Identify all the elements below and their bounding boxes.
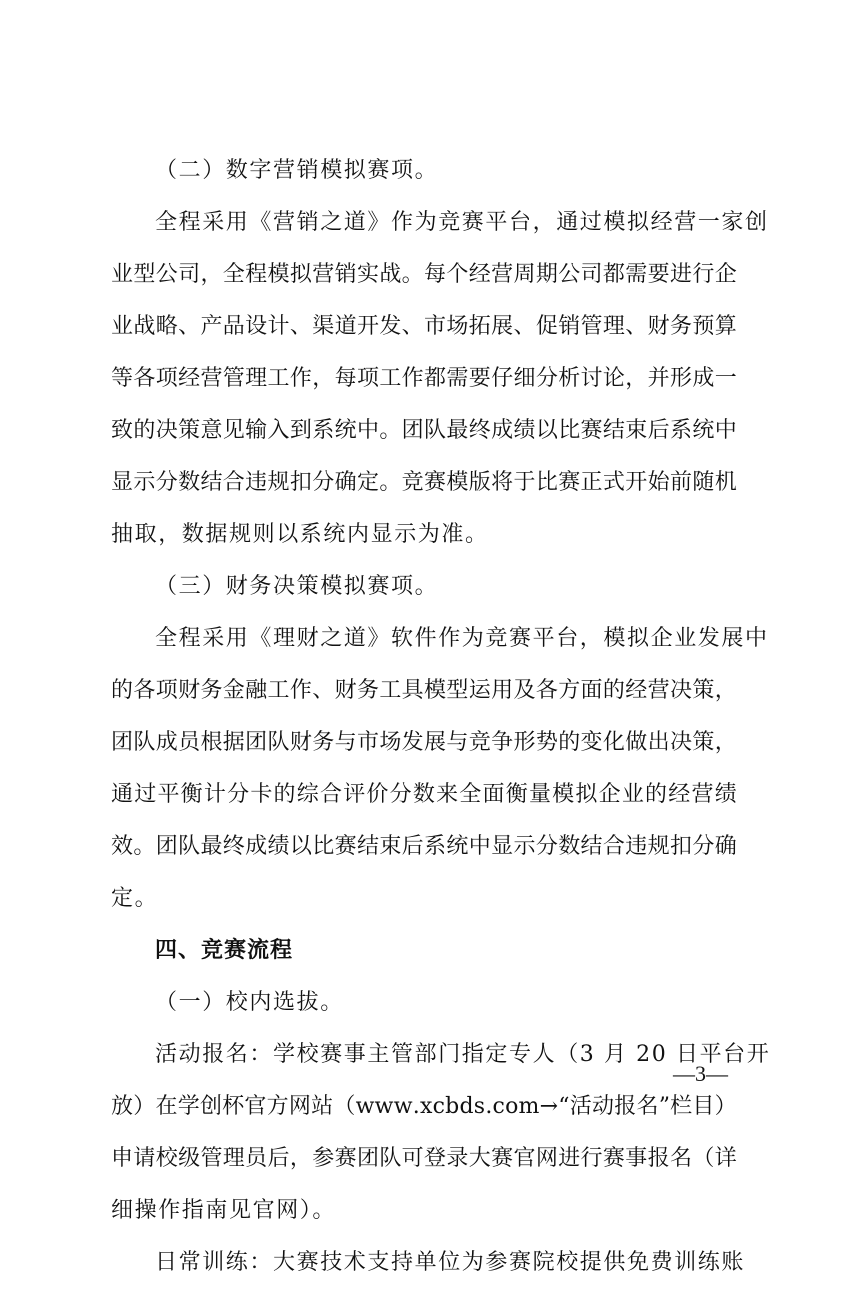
paragraph-line: 放 ） 在 学 创 杯 官 方 网 站 （ w w w . x c b d s . c o m → “ 活 动 报 名 ” 栏 目 ） xyxy=(111,1094,737,1119)
paragraph-line: 申 请 校 级 管 理 员 后 ， 参 赛 团 队 可 登 录 大 赛 官 网 进 行 赛 事 报 名 （ 详 xyxy=(111,1146,737,1171)
chapter-4-heading: 四、竞赛流程 xyxy=(155,938,294,963)
paragraph-line: 致 的 决 策 意 见 输 入 到 系 统 中 。 团 队 最 终 成 绩 以 比 赛 结 束 后 系 统 中 xyxy=(111,418,737,443)
section-2-heading: （二）数字营销模拟赛项。 xyxy=(155,158,439,183)
section-3-heading: （三）财务决策模拟赛项。 xyxy=(155,574,439,599)
paragraph-line: 活动报名：学校赛事主管部门指定专人（3 月 20 日平台开 xyxy=(155,1042,771,1067)
paragraph-line: 效 。 团 队 最 终 成 绩 以 比 赛 结 束 后 系 统 中 显 示 分 数 结 合 违 规 扣 分 确 xyxy=(111,834,737,859)
subsection-1-heading: （一）校内选拔。 xyxy=(155,990,344,1015)
paragraph-line: 的 各 项 财 务 金 融 工 作 、 财 务 工 具 模 型 运 用 及 各 方 面 的 经 营 决 策 ， xyxy=(111,678,737,703)
paragraph-line: 显 示 分 数 结 合 违 规 扣 分 确 定 。 竞 赛 模 版 将 于 比 赛 正 式 开 始 前 随 机 xyxy=(111,470,737,495)
paragraph-line: 通 过 平 衡 计 分 卡 的 综 合 评 价 分 数 来 全 面 衡 量 模 拟 企 业 的 经 营 绩 xyxy=(111,782,737,807)
page-number: —3— xyxy=(673,1061,728,1086)
paragraph-line: 业 型 公 司 ， 全 程 模 拟 营 销 实 战 。 每 个 经 营 周 期 公 司 都 需 要 进 行 企 xyxy=(111,262,737,287)
paragraph-line: 团 队 成 员 根 据 团 队 财 务 与 市 场 发 展 与 竞 争 形 势 的 变 化 做 出 决 策 ， xyxy=(111,730,737,755)
paragraph-line: 等 各 项 经 营 管 理 工 作 ， 每 项 工 作 都 需 要 仔 细 分 析 讨 论 ， 并 形 成 一 xyxy=(111,366,737,391)
document-body xyxy=(111,145,771,1289)
paragraph-line: 日常训练：大赛技术支持单位为参赛院校提供免费训练账 xyxy=(155,1250,746,1275)
paragraph-line: 全程采用《营销之道》作为竞赛平台，通过模拟经营一家创 xyxy=(155,210,769,235)
paragraph-line: 业 战 略 、 产 品 设 计 、 渠 道 开 发 、 市 场 拓 展 、 促 销 管 理 、 财 务 预 算 xyxy=(111,314,737,339)
paragraph-line: 细操作指南见官网）。 xyxy=(111,1198,337,1223)
paragraph-line: 定。 xyxy=(111,886,159,911)
paragraph-line: 抽取，数据规则以系统内显示为准。 xyxy=(111,522,489,547)
paragraph-line: 全程采用《理财之道》软件作为竞赛平台，模拟企业发展中 xyxy=(155,626,769,651)
